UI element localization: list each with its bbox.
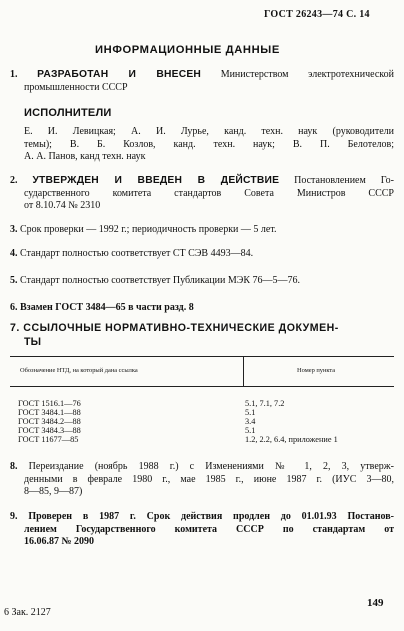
item-8-number: 8. <box>10 461 18 472</box>
item-6 <box>10 302 194 315</box>
table-column-divider <box>243 356 244 386</box>
item-2-text-2: сударственного комитета стандартов Совета Министров СССР <box>24 187 394 199</box>
executors-block <box>24 126 394 164</box>
print-order-number: 6 Зак. 2127 <box>4 607 51 618</box>
item-3-number: 3. <box>10 224 18 235</box>
table-header-document: Обозначение НТД, на который дана ссылка <box>20 367 138 374</box>
table-header-clause: Номер пункта <box>297 367 336 374</box>
table-cell-document: ГОСТ 11677—85 <box>18 435 79 444</box>
item-8 <box>10 461 394 499</box>
table-cell-document: ГОСТ 3484.2—88 <box>18 417 81 426</box>
item-9-number: 9. <box>10 511 18 522</box>
item-9-line-3: 16.06.87 № 2090 <box>24 536 95 547</box>
table-cell-document: ГОСТ 3484.1—88 <box>18 408 81 417</box>
item-1 <box>10 69 394 94</box>
item-5 <box>10 275 300 288</box>
item-1-text-1: Министерством электротехнической <box>220 69 394 80</box>
item-8-line-3: 8—85, 9—87) <box>24 486 83 497</box>
item-7-line-1: ССЫЛОЧНЫЕ НОРМАТИВНО-ТЕХНИЧЕСКИЕ ДОКУМЕН- <box>23 322 339 334</box>
item-1-number: 1. <box>10 69 18 80</box>
item-1-bold: РАЗРАБОТАН И ВНЕСЕН <box>37 69 202 80</box>
item-4 <box>10 248 253 261</box>
executor-5: А. А. Панов, канд техн. наук <box>24 151 146 162</box>
item-9-line-2: лением Государственного комитета СССР по стандартам от <box>24 523 394 535</box>
table-top-rule <box>10 356 394 357</box>
document-title: ИНФОРМАЦИОННЫЕ ДАННЫЕ <box>95 44 280 56</box>
table-cell-clause: 5.1 <box>245 408 256 417</box>
item-6-number: 6. <box>10 302 18 313</box>
item-4-number: 4. <box>10 248 18 259</box>
table-cell-document: ГОСТ 3484.3—88 <box>18 426 81 435</box>
executors-heading: ИСПОЛНИТЕЛИ <box>24 107 112 119</box>
table-cell-clause: 5.1, 7.1, 7.2 <box>245 399 285 408</box>
item-2-text-3: от 8.10.74 № 2310 <box>24 200 101 211</box>
table-cell-document: ГОСТ 1516.1—76 <box>18 399 81 408</box>
executor-2: А. И. Лурье, канд. техн. наук (руководители <box>131 126 394 137</box>
item-3 <box>10 224 276 237</box>
item-5-number: 5. <box>10 275 18 286</box>
item-5-text: Стандарт полностью соответствует Публикации МЭК 76—5—76. <box>20 275 301 286</box>
item-9 <box>10 511 394 549</box>
item-8-line-1: Переиздание (ноябрь 1988 г.) с Изменениями № 1, 2, 3, утверж- <box>28 461 394 472</box>
item-3-text: Срок проверки — 1992 г.; периодичность проверки — 5 лет. <box>20 224 277 235</box>
item-4-text: Стандарт полностью соответствует СТ СЭВ 4493—84. <box>20 248 254 259</box>
executor-1: Е. И. Левицкая; <box>24 126 116 137</box>
item-6-text: Взамен ГОСТ 3484—65 в части разд. 8 <box>20 302 194 313</box>
item-2 <box>10 175 394 213</box>
executors-topic: темы); <box>24 138 52 150</box>
item-1-text-2: промышленности СССР <box>24 81 128 93</box>
page-number: 149 <box>367 597 384 609</box>
page-header: ГОСТ 26243—74 С. 14 <box>264 9 370 20</box>
executor-3: В. Б. Козлов, канд. техн. наук; <box>69 138 275 150</box>
table-cell-clause: 1.2, 2.2, 6.4, приложение 1 <box>245 435 338 444</box>
executor-4: В. П. Белотелов; <box>292 138 395 150</box>
item-9-line-1: Проверен в 1987 г. Срок действия продлен до 01.01.93 Постанов- <box>28 511 394 522</box>
item-2-text-1: Постановлением Го- <box>294 175 395 186</box>
table-header-rule <box>10 386 394 387</box>
item-2-bold: УТВЕРЖДЕН И ВВЕДЕН В ДЕЙСТВИЕ <box>32 175 280 186</box>
item-7 <box>10 322 339 348</box>
item-8-line-2: денными в феврале 1980 г., мае 1985 г., июне 1987 г. (ИУС 3—80, <box>24 473 394 485</box>
item-2-number: 2. <box>10 175 18 186</box>
item-7-number: 7. <box>10 322 20 334</box>
table-cell-clause: 3.4 <box>245 417 256 426</box>
table-cell-clause: 5.1 <box>245 426 256 435</box>
item-7-line-2: ТЫ <box>24 336 42 348</box>
